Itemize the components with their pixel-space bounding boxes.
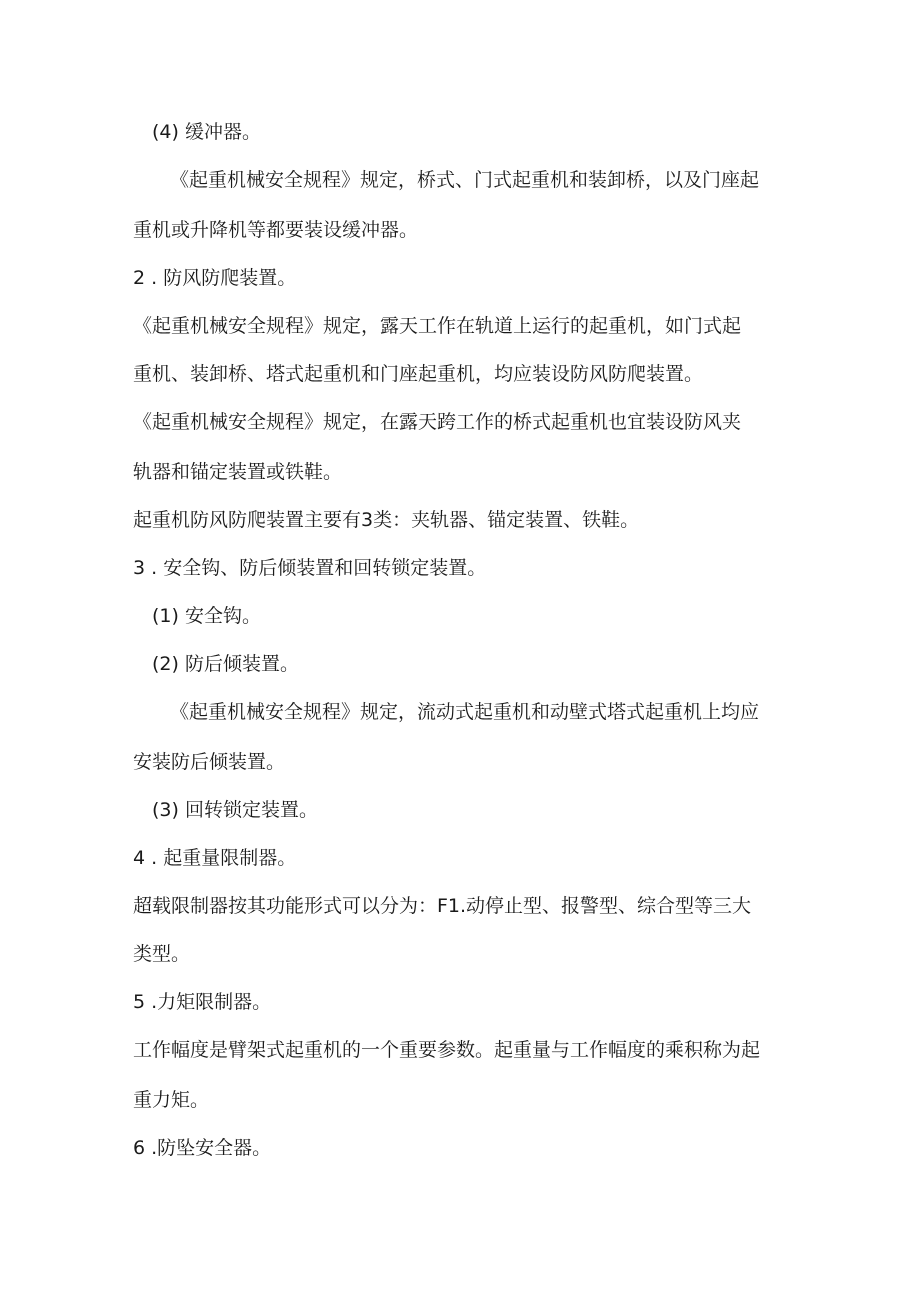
paragraph-line: 《起重机械安全规程》规定，在露天跨工作的桥式起重机也宜装设防风夹 [133,411,742,433]
section-6-heading: 6 .防坠安全器。 [133,1137,272,1159]
subitem-2-heading: (2) 防后倾装置。 [152,653,299,675]
paragraph-line: 安装防后倾装置。 [133,751,286,773]
paragraph-line: 类型。 [133,943,191,965]
subitem-1-heading: (1) 安全钩。 [152,605,261,627]
subitem-3-heading: (3) 回转锁定装置。 [152,799,318,821]
paragraph-line: 轨器和锚定装置或铁鞋。 [133,461,343,483]
section-5-heading: 5 .力矩限制器。 [133,991,272,1013]
subitem-4-heading: (4) 缓冲器。 [152,121,261,143]
paragraph-line: 重机或升降机等都要装设缓冲器。 [133,219,419,241]
paragraph-line: 《起重机械安全规程》规定，露天工作在轨道上运行的起重机，如门式起 [133,315,742,337]
paragraph-line: 《起重机械安全规程》规定，流动式起重机和动壁式塔式起重机上均应 [170,701,760,723]
paragraph-line: 超载限制器按其功能形式可以分为：F1.动停止型、报警型、综合型等三大 [133,895,752,917]
section-4-heading: 4 . 起重量限制器。 [133,847,297,869]
paragraph-line: 重力矩。 [133,1089,210,1111]
section-2-heading: 2 . 防风防爬装置。 [133,267,297,289]
paragraph-line: 起重机防风防爬装置主要有3类：夹轨器、锚定装置、铁鞋。 [133,509,640,531]
paragraph-line: 工作幅度是臂架式起重机的一个重要参数。起重量与工作幅度的乘积称为起 [133,1039,761,1061]
paragraph-line: 《起重机械安全规程》规定，桥式、门式起重机和装卸桥，以及门座起 [170,169,760,191]
paragraph-line: 重机、装卸桥、塔式起重机和门座起重机，均应装设防风防爬装置。 [133,363,704,385]
section-3-heading: 3 . 安全钩、防后倾装置和回转锁定装置。 [133,557,487,579]
